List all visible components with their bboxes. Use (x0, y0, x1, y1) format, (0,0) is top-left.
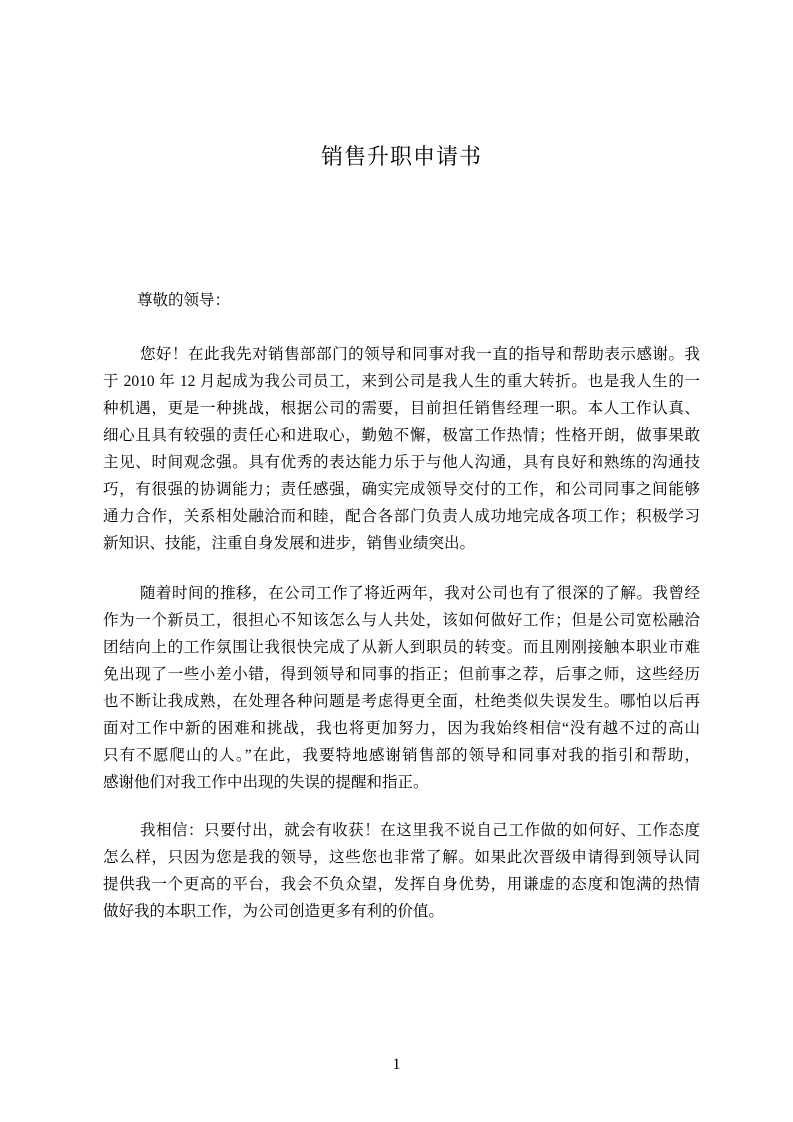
document-title: 销售升职申请书 (320, 144, 482, 169)
paragraph-line: 于 2010 年 12 月起成为我公司员工，来到公司是我人生的重大转折。也是我人生的一 (103, 373, 700, 390)
paragraph-3 (103, 817, 700, 925)
paragraph-line: 作为一个新员工，很担心不知该怎么与人共处，该如何做好工作；但是公司宽松融洽 (103, 612, 700, 629)
paragraph-line: 新知识、技能，注重自身发展和进步，销售业绩突出。 (103, 535, 476, 552)
paragraph-line: 您好！在此我先对销售部部门的领导和同事对我一直的指导和帮助表示感谢。我 (140, 346, 700, 363)
paragraph-line: 我相信：只要付出，就会有收获！在这里我不说自己工作做的如何好、工作态度 (140, 822, 700, 839)
paragraph-line: 也不断让我成熟，在处理各种问题是考虑得更全面，杜绝类似失误发生。哪怕以后再 (103, 693, 700, 710)
salutation: 尊敬的领导： (137, 292, 231, 309)
paragraph-line: 感谢他们对我工作中出现的失误的提醒和指正。 (103, 774, 429, 791)
paragraph-line: 主见、时间观念强。具有优秀的表达能力乐于与他人沟通，具有良好和熟练的沟通技 (103, 454, 700, 471)
page-number: 1 (392, 1056, 401, 1073)
paragraph-line: 怎么样，只因为您是我的领导，这些您也非常了解。如果此次晋级申请得到领导认同 (103, 849, 700, 866)
paragraph-line: 种机遇，更是一种挑战，根据公司的需要，目前担任销售经理一职。本人工作认真、 (103, 400, 700, 417)
paragraph-line: 巧，有很强的协调能力；责任感强，确实完成领导交付的工作，和公司同事之间能够 (103, 481, 700, 498)
paragraph-line: 团结向上的工作氛围让我很快完成了从新人到职员的转变。而且刚刚接触本职业市难 (103, 639, 700, 656)
paragraph-line: 做好我的本职工作，为公司创造更多有利的价值。 (103, 903, 445, 920)
paragraph-2 (103, 580, 700, 796)
paragraph-line: 面对工作中新的困难和挑战，我也将更加努力，因为我始终相信“没有越不过的高山 (103, 720, 700, 737)
paragraph-1 (103, 341, 700, 557)
paragraph-line: 提供我一个更高的平台，我会不负众望，发挥自身优势，用谦虚的态度和饱满的热情 (103, 876, 700, 893)
paragraph-line: 只有不愿爬山的人。”在此，我要特地感谢销售部的领导和同事对我的指引和帮助， (103, 747, 700, 764)
paragraph-line: 免出现了一些小差小错，得到领导和同事的指正；但前事之荐，后事之师，这些经历 (103, 666, 700, 683)
paragraph-line: 细心且具有较强的责任心和进取心，勤勉不懈，极富工作热情；性格开朗，做事果敢 (103, 427, 700, 444)
paragraph-line: 随着时间的推移，在公司工作了将近两年，我对公司也有了很深的了解。我曾经 (140, 585, 700, 602)
paragraph-line: 通力合作，关系相处融洽而和睦，配合各部门负责人成功地完成各项工作；积极学习 (103, 508, 700, 525)
